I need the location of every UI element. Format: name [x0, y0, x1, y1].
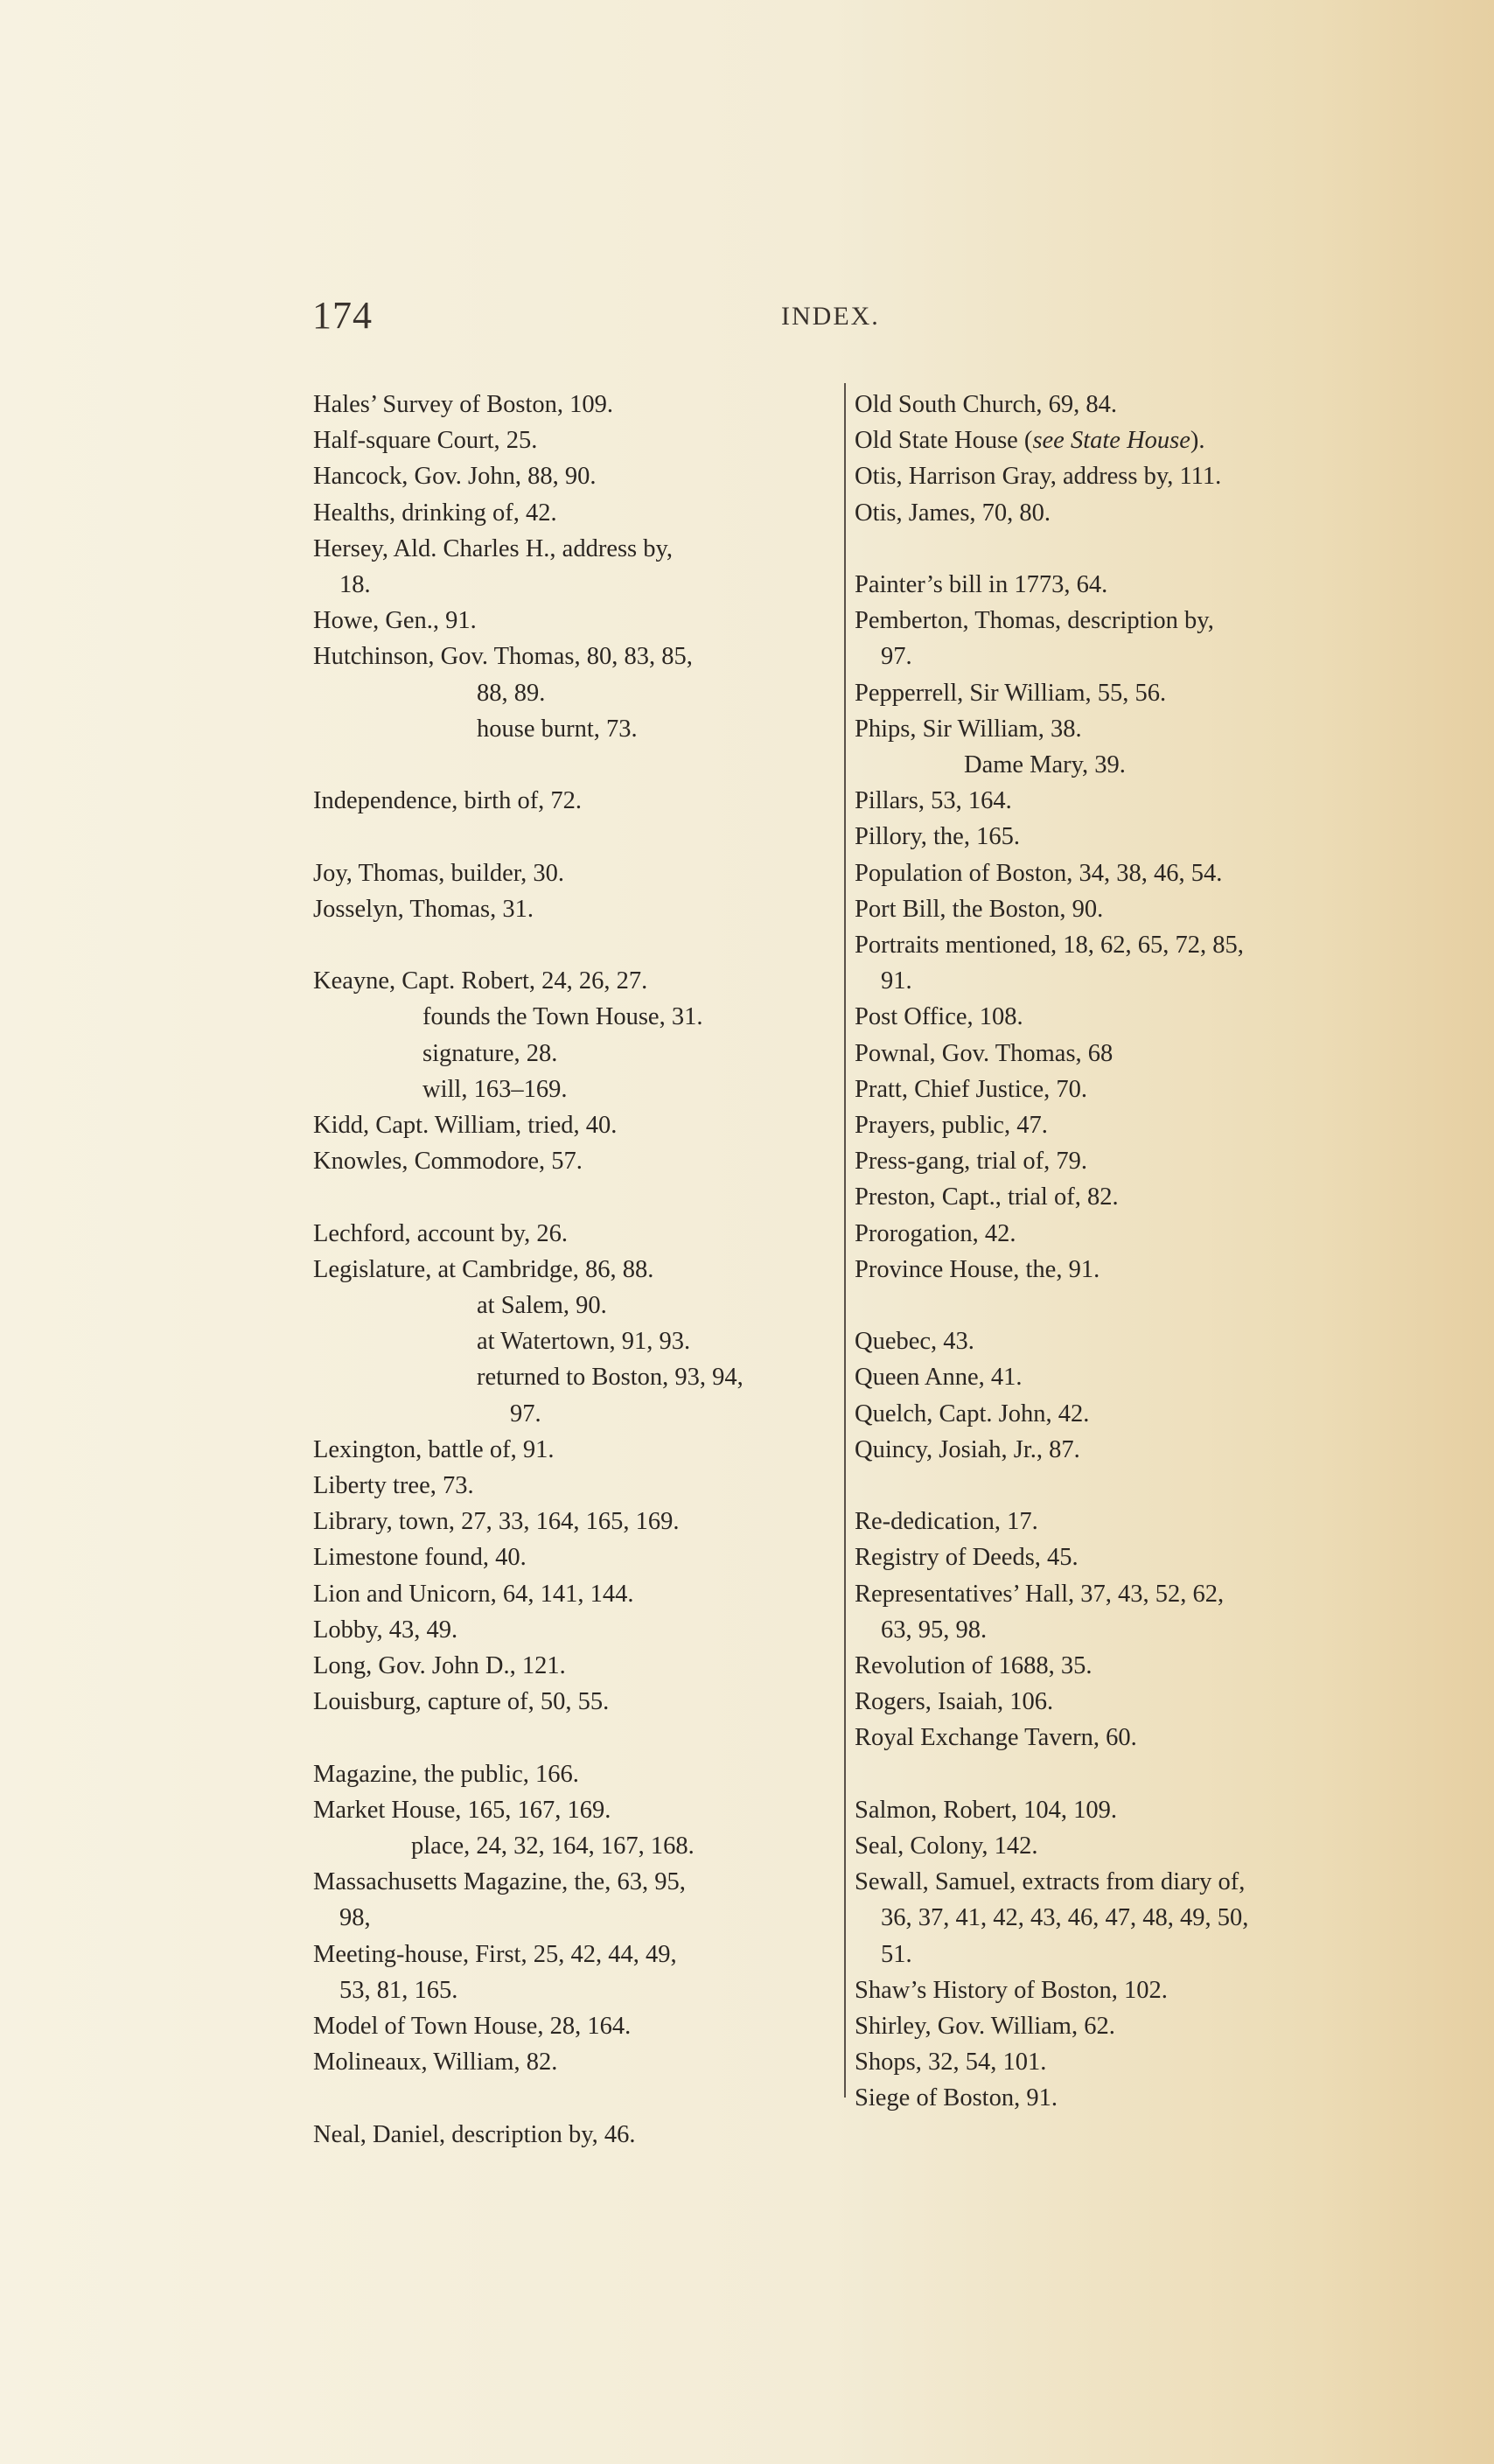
index-entry: Joy, Thomas, builder, 30. — [313, 859, 565, 887]
index-entry: Rogers, Isaiah, 106. — [855, 1688, 1054, 1716]
index-entry: Meeting-house, First, 25, 42, 44, 49, — [313, 1940, 677, 1968]
index-entry: Sewall, Samuel, extracts from diary of, — [855, 1868, 1246, 1896]
section-gap — [855, 1288, 1379, 1323]
index-entry: Port Bill, the Boston, 90. — [855, 895, 1104, 923]
index-entry: Liberty tree, 73. — [313, 1472, 474, 1500]
index-entry: Howe, Gen., 91. — [313, 607, 477, 635]
index-entry: Revolution of 1688, 35. — [855, 1652, 1093, 1680]
section-gap — [855, 1756, 1379, 1792]
index-entry: Old State House (see State House). — [855, 427, 1205, 455]
index-entry: Long, Gov. John D., 121. — [313, 1652, 566, 1680]
index-entry: Massachusetts Magazine, the, 63, 95, — [313, 1868, 686, 1896]
index-entry: Market House, 165, 167, 169. — [313, 1796, 611, 1824]
index-entry: Queen Anne, 41. — [855, 1364, 1023, 1392]
index-entry: Otis, James, 70, 80. — [855, 499, 1051, 527]
index-subentry: founds the Town House, 31. — [422, 1003, 703, 1031]
index-entry: Molineaux, William, 82. — [313, 2049, 558, 2077]
index-subentry: 51. — [881, 1940, 912, 1968]
section-gap — [313, 927, 820, 963]
section-gap — [313, 1179, 820, 1215]
index-entry: Pillars, 53, 164. — [855, 787, 1012, 815]
index-subentry: returned to Boston, 93, 94, — [477, 1364, 744, 1392]
index-entry: Shirley, Gov. William, 62. — [855, 2013, 1115, 2041]
index-entry: Louisburg, capture of, 50, 55. — [313, 1688, 610, 1716]
index-entry: Legislature, at Cambridge, 86, 88. — [313, 1255, 654, 1283]
index-subentry: signature, 28. — [422, 1039, 558, 1067]
section-gap — [313, 747, 820, 783]
index-subentry: 18. — [339, 571, 371, 599]
index-subentry: 63, 95, 98. — [881, 1616, 988, 1644]
index-column-right — [855, 387, 1379, 2117]
section-gap — [313, 819, 820, 855]
index-entry: Healths, drinking of, 42. — [313, 499, 557, 527]
index-entry: Prayers, public, 47. — [855, 1112, 1048, 1140]
section-gap — [855, 1468, 1379, 1504]
index-subentry: 97. — [881, 643, 912, 671]
index-entry: Pratt, Chief Justice, 70. — [855, 1075, 1087, 1103]
index-entry: Shaw’s History of Boston, 102. — [855, 1976, 1168, 2004]
column-divider — [844, 383, 846, 2098]
index-entry: Josselyn, Thomas, 31. — [313, 895, 534, 923]
index-subentry: Dame Mary, 39. — [964, 751, 1126, 779]
index-entry: Kidd, Capt. William, tried, 40. — [313, 1112, 618, 1140]
index-entry: Pillory, the, 165. — [855, 823, 1020, 851]
index-subentry: 91. — [881, 967, 912, 995]
index-entry: Shops, 32, 54, 101. — [855, 2049, 1047, 2077]
index-entry: Keayne, Capt. Robert, 24, 26, 27. — [313, 967, 648, 995]
index-entry: Limestone found, 40. — [313, 1544, 527, 1572]
index-entry: Representatives’ Hall, 37, 43, 52, 62, — [855, 1580, 1225, 1608]
index-entry: Seal, Colony, 142. — [855, 1832, 1038, 1860]
index-entry: Model of Town House, 28, 164. — [313, 2013, 632, 2041]
index-entry: Lechford, account by, 26. — [313, 1219, 568, 1247]
index-entry: Pemberton, Thomas, description by, — [855, 607, 1214, 635]
index-subentry: 97. — [510, 1400, 541, 1427]
index-subentry: 98, — [339, 1904, 371, 1932]
index-entry: Post Office, 108. — [855, 1003, 1023, 1031]
running-head-title: INDEX. — [781, 302, 880, 331]
index-entry: Portraits mentioned, 18, 62, 65, 72, 85, — [855, 932, 1244, 960]
index-entry: Siege of Boston, 91. — [855, 2084, 1058, 2112]
index-entry: Old South Church, 69, 84. — [855, 391, 1118, 418]
index-entry: Hersey, Ald. Charles H., address by, — [313, 534, 674, 562]
index-subentry: 53, 81, 165. — [339, 1976, 458, 2004]
page-header — [0, 293, 1494, 346]
index-subentry: place, 24, 32, 164, 167, 168. — [411, 1832, 695, 1860]
index-entry: Hutchinson, Gov. Thomas, 80, 83, 85, — [313, 643, 693, 671]
index-entry: Province House, the, 91. — [855, 1255, 1100, 1283]
index-subentry: 36, 37, 41, 42, 43, 46, 47, 48, 49, 50, — [881, 1904, 1249, 1932]
index-subentry: 88, 89. — [477, 679, 546, 707]
page-number: 174 — [312, 294, 373, 337]
index-entry: Registry of Deeds, 45. — [855, 1544, 1079, 1572]
index-entry: Painter’s bill in 1773, 64. — [855, 571, 1108, 598]
index-entry: Lexington, battle of, 91. — [313, 1435, 555, 1463]
index-entry: Population of Boston, 34, 38, 46, 54. — [855, 859, 1223, 887]
index-entry: Lion and Unicorn, 64, 141, 144. — [313, 1580, 634, 1608]
index-entry: Magazine, the public, 166. — [313, 1760, 579, 1788]
index-entry: Salmon, Robert, 104, 109. — [855, 1796, 1118, 1824]
index-entry: Otis, Harrison Gray, address by, 111. — [855, 463, 1222, 491]
index-column-left — [313, 387, 820, 2153]
index-entry: Re-dedication, 17. — [855, 1508, 1038, 1536]
index-entry: Phips, Sir William, 38. — [855, 715, 1082, 743]
index-subentry: at Salem, 90. — [477, 1292, 607, 1320]
index-entry: Royal Exchange Tavern, 60. — [855, 1724, 1137, 1752]
index-subentry: house burnt, 73. — [477, 715, 638, 743]
index-entry: Press-gang, trial of, 79. — [855, 1148, 1087, 1176]
index-entry: Prorogation, 42. — [855, 1219, 1016, 1247]
index-entry: Independence, birth of, 72. — [313, 787, 583, 815]
index-entry: Preston, Capt., trial of, 82. — [855, 1183, 1119, 1211]
index-entry: Pownal, Gov. Thomas, 68 — [855, 1039, 1114, 1067]
index-subentry: at Watertown, 91, 93. — [477, 1328, 691, 1356]
index-entry: Hancock, Gov. John, 88, 90. — [313, 463, 597, 491]
index-entry: Lobby, 43, 49. — [313, 1616, 458, 1644]
index-entry: Knowles, Commodore, 57. — [313, 1148, 583, 1176]
index-entry: Neal, Daniel, description by, 46. — [313, 2120, 636, 2148]
section-gap — [855, 531, 1379, 567]
section-gap — [313, 2080, 820, 2116]
index-entry: Quebec, 43. — [855, 1328, 974, 1356]
index-entry: Quelch, Capt. John, 42. — [855, 1400, 1090, 1427]
index-entry: Library, town, 27, 33, 164, 165, 169. — [313, 1508, 680, 1536]
section-gap — [313, 1720, 820, 1756]
index-entry: Half-square Court, 25. — [313, 427, 538, 455]
index-entry: Hales’ Survey of Boston, 109. — [313, 391, 614, 418]
index-subentry: will, 163–169. — [422, 1075, 568, 1103]
index-entry: Pepperrell, Sir William, 55, 56. — [855, 679, 1167, 707]
index-entry: Quincy, Josiah, Jr., 87. — [855, 1435, 1080, 1463]
